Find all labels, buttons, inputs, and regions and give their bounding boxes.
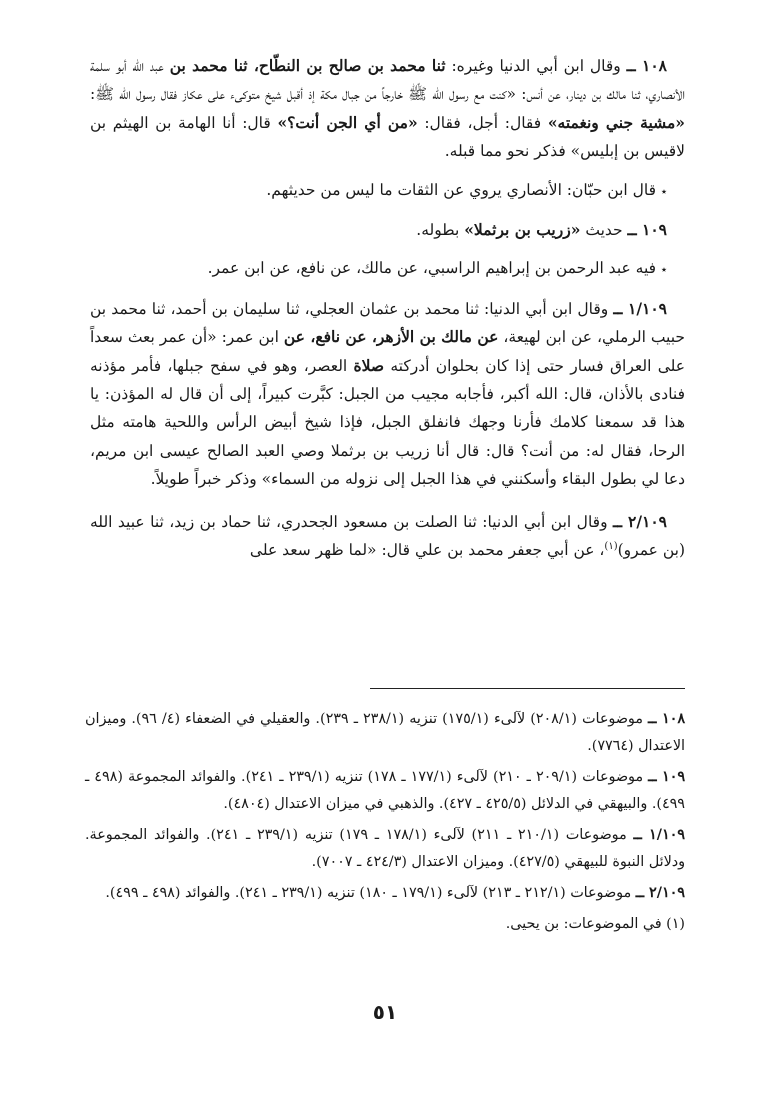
note-109 bbox=[90, 254, 685, 284]
hadith-109-2 bbox=[90, 508, 685, 565]
footnote-text: موضوعات (٢٠٩/١ ـ ٢١٠) لآلىء (١٧٧/١ ـ ١٧٨) تنزيه (٢٣٩/١ ـ ٢٤١). والفوائد المجموعة (٤٩٨ ـ ٤٩٩). والبيهقي في الدلائل (٤٢٥/٥ ـ ٤٢٧). والذهبي في ميزان الاعتدال (٤٨٠٤). bbox=[85, 769, 685, 812]
note-108 bbox=[90, 176, 685, 206]
footnote-109 bbox=[85, 764, 685, 818]
hadith-text: ابن عمر: «أن عمر بعث سعداً على العراق فسار حتى إذا كان بحلوان أدركته bbox=[90, 328, 685, 375]
note-text: قال ابن حبّان: الأنصاري يروي عن الثقات ما ليس من حديثهم. bbox=[266, 180, 661, 199]
hadith-text: عبد الله أبو سلمة الأنصاري، ثنا مالك بن دينار، عن أنس: «كنت مع رسول الله ﷺ خارجاً من جبال مكة إذ أقبل شيخ متوكىء على عكاز فقال رسول الله ﷺ: bbox=[90, 57, 685, 104]
footnote-text: موضوعات (٢١٠/١ ـ ٢١١) لآلىء (١٧٨/١ ـ ١٧٩) تنزيه (٢٣٩/١ ـ ٢٤١). والفوائد المجموعة. ودلائل النبوة للبيهقي (٤٢٧/٥). وميزان الاعتدال (٤٢٤/٣ ـ ٧٠٠٧). bbox=[85, 827, 685, 870]
note-text: فيه عبد الرحمن بن إبراهيم الراسبي، عن مالك، عن نافع، عن ابن عمر. bbox=[207, 259, 661, 278]
hadith-quote-bold: «من أي الجن أنت؟» bbox=[277, 112, 418, 132]
hadith-text-bold: ثنا محمد بن صالح بن النطّاح، ثنا محمد بن bbox=[169, 56, 446, 75]
footnote-number: ١٠٩ ــ bbox=[648, 769, 686, 785]
footnote-text: موضوعات (٢٠٨/١) لآلىء (١٧٥/١) تنزيه (٢٣٨/١ ـ ٢٣٩). والعقيلي في الضعفاء (٤/ ٩٦). وميزان الاعتدال (٧٧٦٤). bbox=[85, 711, 685, 754]
hadith-text: قال: أنا الهامة بن الهيثم بن لاقيس بن إبليس» فذكر نحو مما قبله. bbox=[90, 113, 685, 161]
hadith-109-1 bbox=[90, 295, 685, 494]
footnote-109-2 bbox=[85, 880, 685, 907]
footnote-reference[interactable]: (١) bbox=[604, 540, 618, 552]
hadith-number: ١٠٩ ــ bbox=[627, 220, 667, 240]
hadith-text: العصر، وهو في سفح جبلها، فأمر مؤذنه فنادى بالأذان، قال: الله أكبر، فأجابه مجيب من الجبل: كبَّرت كبيراً، إلى أن قال له المؤذن: يا هذا قد سمعنا كلامك فأرنا وجهك فانفلق الجبل، فإذا شيخ أبيض الرأس واللحية هامته مثل الرحا، فقال له: من أنت؟ قال: قال أنا زريب بن برثملا وصي العبد الصالح عيسى ابن مريم، دعا لي بطول البقاء وأسكنني في هذا الجبل إلى نزوله من السماء» وذكر خبراً طويلاً. bbox=[90, 356, 685, 489]
hadith-text: ، عن أبي جعفر محمد بن علي قال: «لما ظهر سعد على bbox=[249, 541, 605, 560]
footnote-text: موضوعات (٢١٢/١ ـ ٢١٣) لآلىء (١٧٩/١ ـ ١٨٠) تنزيه (٢٣٩/١ ـ ٢٤١). والفوائد (٤٩٨ ـ ٤٩٩). bbox=[105, 885, 636, 901]
hadith-quote-bold: «مشية جني ونغمته» bbox=[547, 112, 685, 132]
hadith-text-bold: عن مالك بن الأزهر، عن نافع، عن bbox=[283, 327, 499, 347]
footnote-ref-text: في الموضوعات: بن يحيى. bbox=[505, 916, 667, 932]
hadith-text: بطوله. bbox=[416, 221, 465, 240]
hadith-text: وقال ابن أبي الدنيا: ثنا محمد بن عثمان العجلي، ثنا سليمان بن أحمد، ثنا محمد بن حبيب الرملي، عن ابن لهيعة، bbox=[90, 299, 685, 347]
hadith-number: ٢/١٠٩ ــ bbox=[613, 511, 667, 531]
hadith-text: وقال ابن أبي الدنيا وغيره: bbox=[445, 57, 627, 75]
hadith-number: ١٠٨ ــ bbox=[626, 56, 667, 75]
main-text bbox=[90, 52, 685, 565]
hadith-108 bbox=[90, 52, 685, 166]
hadith-number: ١/١٠٩ ــ bbox=[613, 298, 668, 318]
hadith-title-bold: «زريب بن برثملا» bbox=[464, 220, 581, 240]
hadith-text: حديث bbox=[580, 221, 628, 240]
footnote-ref-1 bbox=[85, 911, 685, 938]
footnote-number: ١/١٠٩ ــ bbox=[633, 827, 685, 843]
page-number: ٥١ bbox=[372, 1000, 398, 1024]
footnote-ref-number: (١) bbox=[666, 916, 685, 932]
star-marker: ٭ bbox=[661, 184, 667, 198]
footnote-109-1 bbox=[85, 822, 685, 876]
footnote-number: ٢/١٠٩ ــ bbox=[635, 885, 685, 901]
star-marker: ٭ bbox=[661, 263, 667, 277]
hadith-text: وقال ابن أبي الدنيا: ثنا الصلت بن مسعود الجحدري، ثنا حماد بن زيد، ثنا عبيد الله (بن عمرو) bbox=[90, 512, 685, 560]
hadith-text: فقال: أجل، فقال: bbox=[417, 113, 548, 132]
footnote-divider bbox=[370, 688, 685, 689]
footnote-number: ١٠٨ ــ bbox=[648, 711, 686, 727]
hadith-109 bbox=[90, 216, 685, 244]
hadith-text-bold: صلاة bbox=[353, 355, 385, 375]
footnotes bbox=[85, 706, 685, 942]
footnote-108 bbox=[85, 706, 685, 760]
